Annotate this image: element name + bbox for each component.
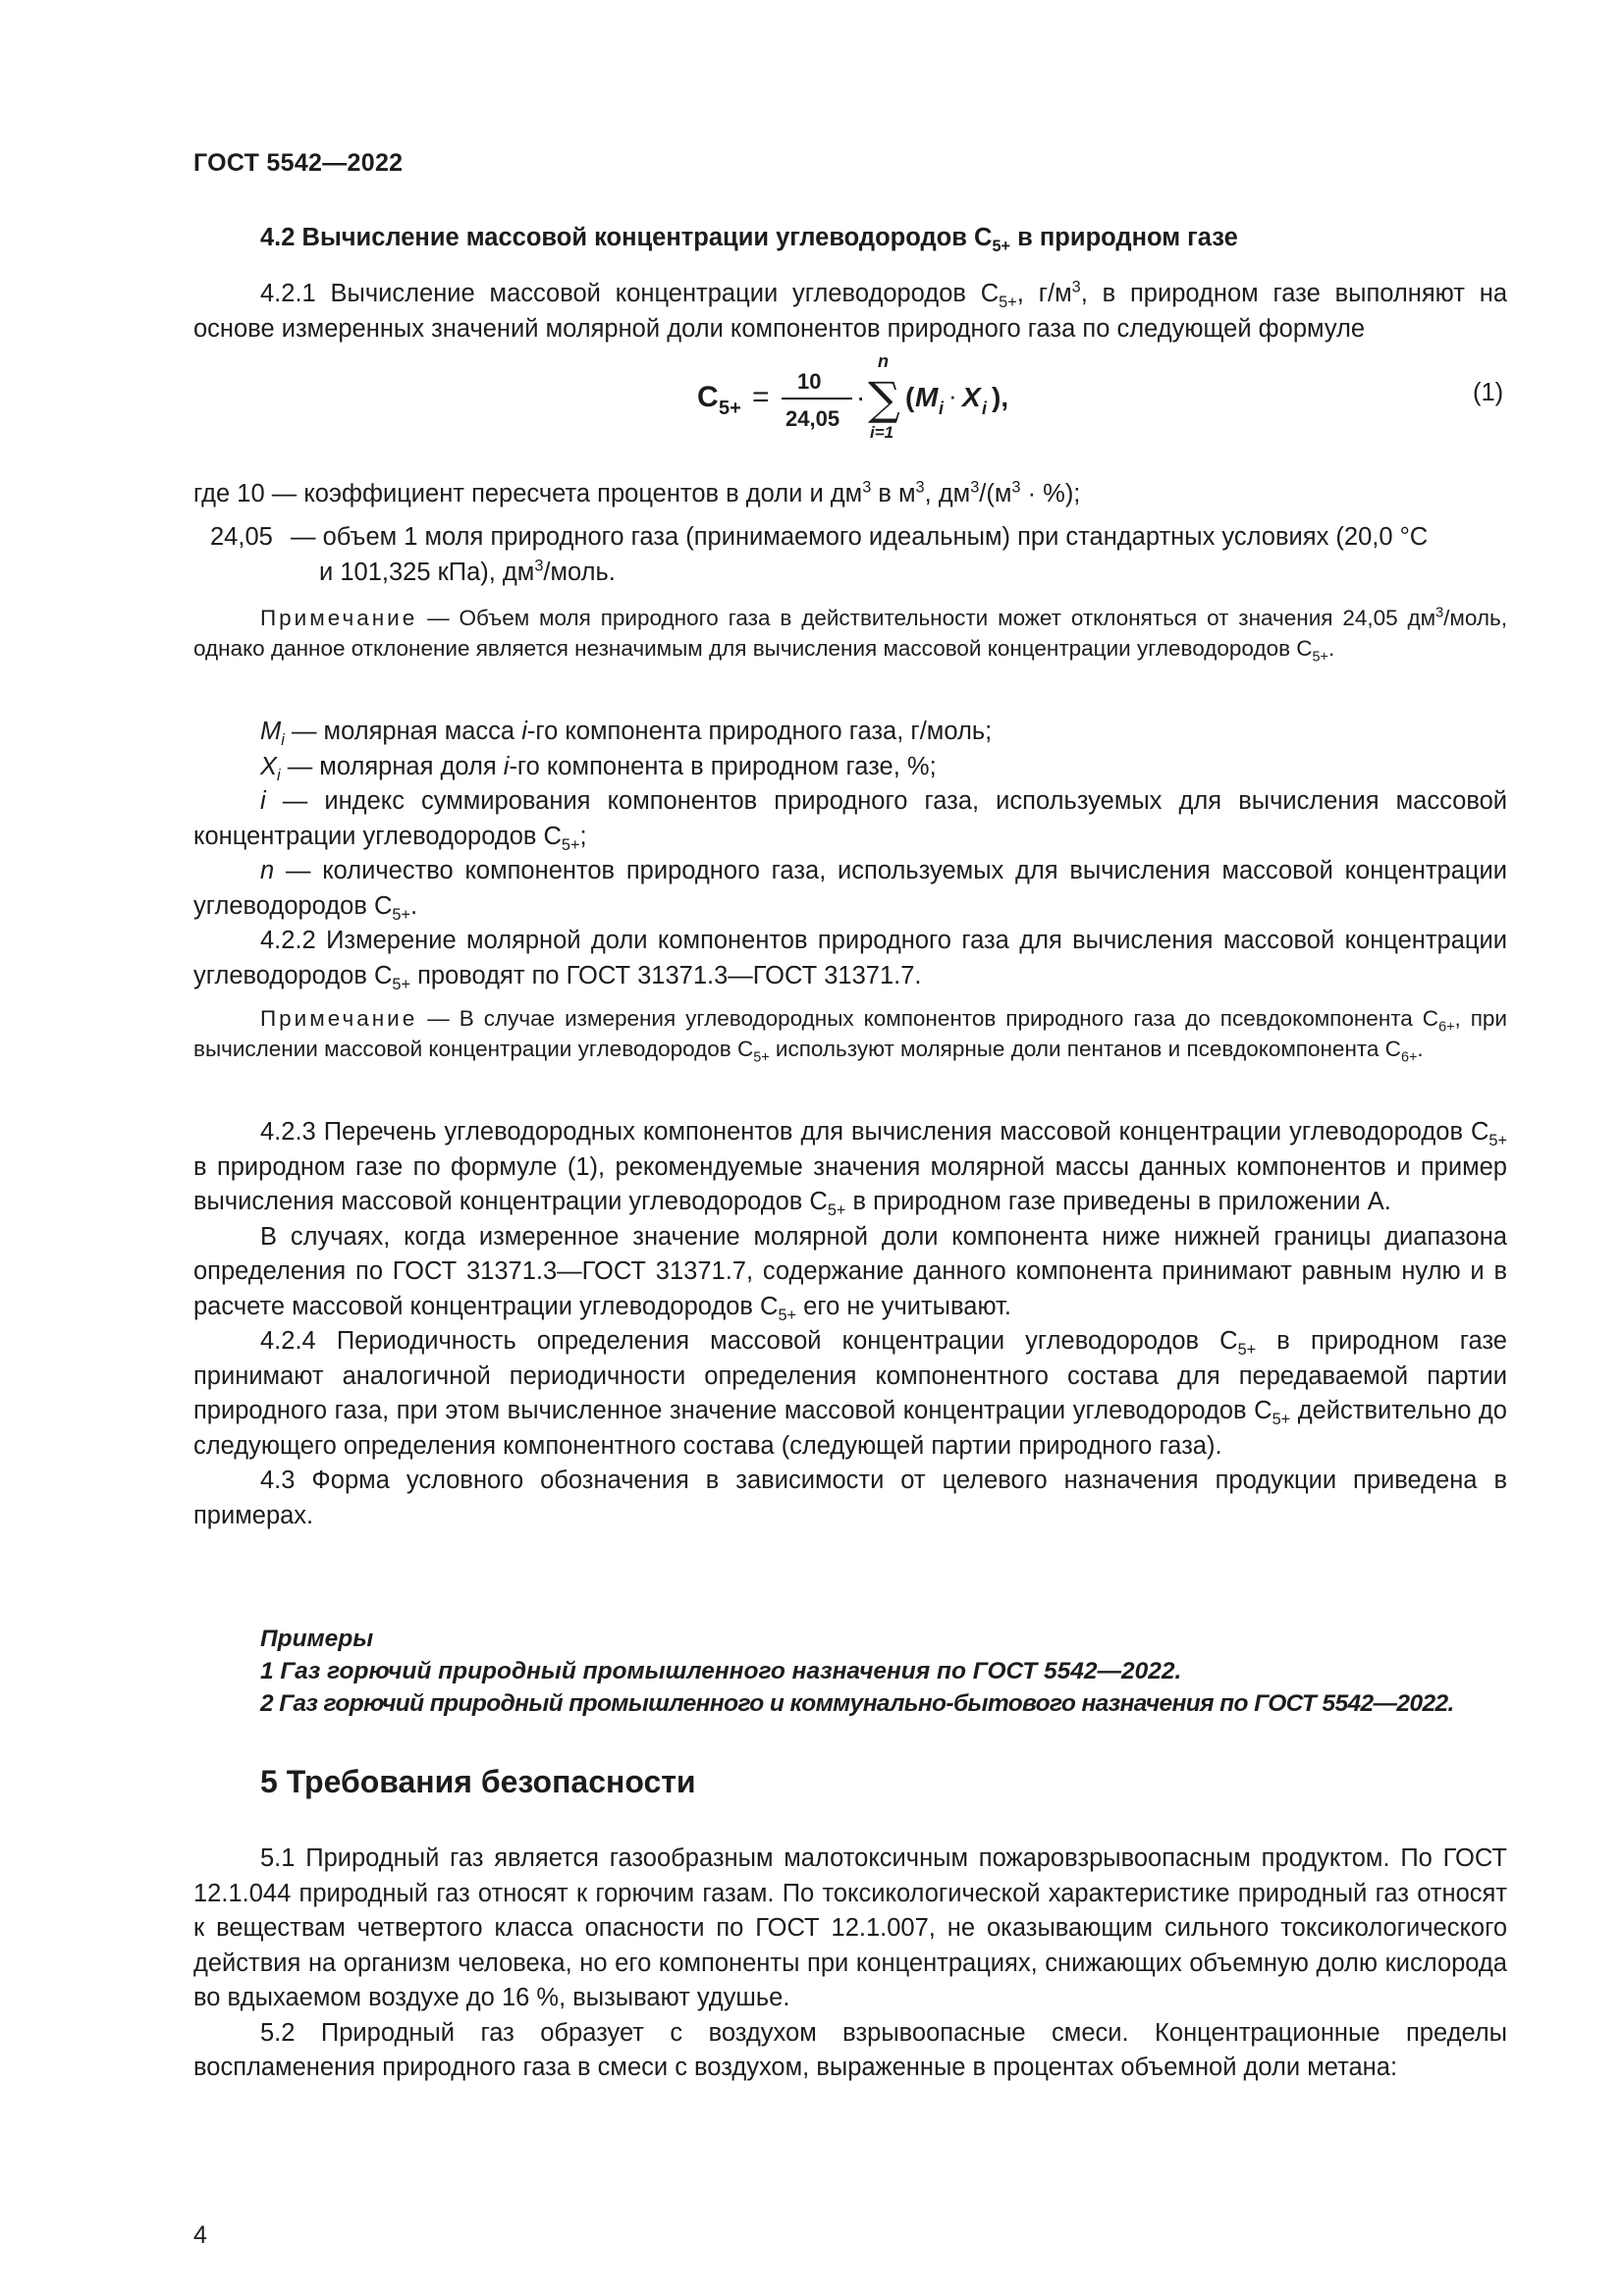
text: — молярная доля: [280, 752, 504, 780]
paragraph-4-2-2: [193, 924, 1507, 993]
text: — объем 1 моля природного газа (принимаемого идеальным) при стандартных условиях (20,0 °С: [291, 523, 1429, 551]
text: , г/м: [1016, 280, 1072, 307]
formula-denominator: 24,05: [785, 406, 840, 431]
formula-dot: ·: [856, 382, 866, 412]
text: — индекс суммирования компонентов природного газа, используемых для вычисления массовой концентрации углеводородов С: [193, 787, 1507, 850]
definition-x: [193, 750, 1507, 785]
text: 4.2.3 Перечень углеводородных компонентов для вычисления массовой концентрации углеводородов С: [260, 1118, 1489, 1146]
definition-i: [193, 784, 1507, 854]
page-number: 4: [193, 2221, 207, 2249]
paragraph-4-2-3: [193, 1115, 1507, 1220]
subscript: i: [277, 766, 281, 784]
heading-text-end: в природном газе: [1010, 224, 1238, 251]
text: 4.2.1 Вычисление массовой концентрации углеводородов С: [260, 280, 1000, 307]
formula-lhs: C: [697, 381, 719, 413]
text: в природном газе по формуле (1), рекомендуемые значения молярной массы данных компонентов и пример вычисления массовой концентрации углеводородов С: [193, 1152, 1507, 1215]
definition-m: [193, 715, 1507, 750]
subscript: 5+: [827, 1201, 846, 1220]
paragraph-4-2-1: [193, 277, 1507, 347]
symbol: n: [260, 857, 275, 884]
symbol: M: [260, 718, 282, 745]
subscript: 6+: [1438, 1019, 1455, 1036]
text: в природном газе принимают аналогичной периодичности определения компонентного состава для передаваемой партии природного газа, при этом вычисленное значение массовой концентрации углеводородов С: [193, 1327, 1507, 1424]
formula-lhs-subscript: 5+: [719, 398, 741, 419]
formula-number: (1): [1473, 379, 1504, 406]
text: — коэффициент пересчета процентов в доли и дм: [271, 480, 863, 507]
formula-times: ·: [948, 381, 957, 410]
subscript: 5+: [1312, 649, 1328, 666]
text: — В случае измерения углеводородных компонентов природного газа до псевдокомпонента С: [417, 1006, 1439, 1031]
section-5-heading: 5 Требования безопасности: [260, 1764, 696, 1799]
subscript: 5+: [561, 835, 580, 854]
text: , в природном газе выполняют на основе измеренных значений молярной доли компонентов природного газа по следующей формуле: [193, 280, 1507, 343]
text: 4.2.4 Периодичность определения массовой концентрации углеводородов С: [260, 1327, 1238, 1355]
paragraphs-4-2-3-to-4-3: [193, 1115, 1507, 1533]
examples-title: Примеры: [260, 1626, 374, 1652]
text: и 101,325 кПа), дм: [319, 559, 535, 586]
subscript: 5+: [778, 1306, 797, 1324]
heading-text: 4.2 Вычисление массовой концентрации углеводородов С: [260, 224, 993, 251]
text: — молярная масса: [284, 718, 522, 745]
sum-upper-limit: n: [878, 351, 889, 371]
text: .: [1327, 636, 1335, 661]
formula-1: [687, 353, 1021, 452]
section-4-2-heading: [260, 224, 1238, 256]
formula-m: M: [915, 382, 939, 412]
text: проводят по ГОСТ 31371.3—ГОСТ 31371.7.: [410, 961, 922, 989]
where-line-1: [193, 477, 1507, 512]
example-1: 1 Газ горючий природный промышленного назначения по ГОСТ 5542—2022.: [260, 1658, 1182, 1684]
text: в м: [871, 480, 916, 507]
text: /(м: [979, 480, 1012, 507]
symbol: X: [260, 752, 278, 780]
subscript: 5+: [1272, 1411, 1291, 1429]
superscript: 3: [1011, 478, 1021, 497]
text: .: [410, 891, 418, 920]
formula-close-paren: ),: [992, 382, 1009, 412]
where-key: где 10: [193, 480, 265, 507]
text: · %);: [1020, 480, 1081, 507]
text: -го компонента природного газа, г/моль;: [526, 718, 993, 745]
symbol: i: [503, 752, 510, 780]
where-key-2: 24,05: [210, 523, 273, 551]
where-line-2: [291, 520, 1507, 556]
subscript: 5+: [753, 1049, 770, 1066]
subscript: 5+: [392, 975, 411, 993]
subscript: 5+: [999, 294, 1017, 312]
note-1: [193, 603, 1507, 664]
subscript: 5+: [392, 905, 411, 924]
subscript: 5+: [1237, 1341, 1257, 1360]
text: -го компонента в природном газе, %;: [509, 752, 937, 780]
examples: [260, 1623, 1507, 1720]
where-line-2-cont: [319, 556, 1507, 591]
document-code-header: ГОСТ 5542—2022: [193, 149, 404, 177]
example-2: 2 Газ горючий природный промышленного и коммунально-бытового назначения по ГОСТ 5542—2022.: [260, 1690, 1454, 1717]
sum-lower-limit: i=1: [870, 423, 894, 442]
text: 4.2.2 Измерение молярной доли компонентов природного газа для вычисления массовой концентрации углеводородов С: [193, 927, 1507, 989]
text: — Объем моля природного газа в действительности может отклоняться от значения 24,05 дм: [417, 606, 1436, 630]
formula-x: X: [962, 382, 981, 412]
text: в природном газе приведены в приложении А.: [845, 1188, 1391, 1215]
text: В случаях, когда измеренное значение молярной доли компонента ниже нижней границы диапазона определения по ГОСТ 31371.3—ГОСТ 31371.7, содержание данного компонента принимают равным нулю и в расчете массовой концентрации углеводородов С: [193, 1222, 1507, 1320]
superscript: 3: [862, 478, 872, 497]
note-label: Примечание: [260, 1006, 418, 1031]
formula-numerator: 10: [797, 369, 822, 394]
formula-x-subscript: i: [982, 399, 988, 418]
superscript: 3: [970, 478, 980, 497]
paragraph-4-3: 4.3 Форма условного обозначения в зависимости от целевого назначения продукции приведена в примерах.: [193, 1467, 1507, 1529]
text: ;: [579, 822, 587, 850]
note-2: [193, 1003, 1507, 1064]
text: используют молярные доли пентанов и псевдокомпонента С: [769, 1037, 1401, 1061]
text: , дм: [924, 480, 971, 507]
section-5-body: [193, 1842, 1507, 2086]
note-label: Примечание: [260, 606, 418, 630]
definition-n: [193, 854, 1507, 924]
text: /моль, однако данное отклонение является незначимым для вычисления массовой концентрации углеводородов С: [193, 606, 1507, 661]
text: /моль.: [543, 559, 616, 586]
paragraph-5-2: 5.2 Природный газ образует с воздухом взрывоопасные смеси. Концентрационные пределы воспламенения природного газа в смеси с воздухом, выраженные в процентах объемной доли метана:: [193, 2018, 1507, 2081]
subscript: 6+: [1400, 1049, 1418, 1066]
superscript: 3: [915, 478, 925, 497]
superscript: 3: [1435, 605, 1444, 621]
text: , при вычислении массовой концентрации углеводородов С: [193, 1006, 1507, 1061]
sum-icon: ∑: [868, 372, 900, 425]
subscript: i: [281, 731, 285, 750]
symbol: i: [521, 718, 527, 745]
definitions: [193, 715, 1507, 993]
heading-subscript: 5+: [992, 238, 1011, 256]
formula-m-subscript: i: [939, 399, 945, 418]
paragraph-4-2-4: [193, 1324, 1507, 1464]
formula-equals: =: [752, 381, 770, 413]
paragraph-cases: [193, 1220, 1507, 1325]
superscript: 3: [534, 557, 544, 575]
symbol: i: [260, 787, 266, 815]
text: его не учитывают.: [796, 1292, 1011, 1320]
text: .: [1417, 1037, 1424, 1061]
subscript: 5+: [1489, 1132, 1507, 1150]
superscript: 3: [1071, 278, 1081, 296]
formula-open-paren: (: [905, 382, 915, 412]
paragraph-5-1: 5.1 Природный газ является газообразным малотоксичным пожаровзрывоопасным продуктом. По ГОСТ 12.1.044 природный газ относят к горючим газам. По токсикологической характеристике природный газ относят к веществам четвертого класса опасности по ГОСТ 12.1.007, не оказывающим сильного токсикологического действия на организм человека, но его компоненты при концентрациях, снижающих объемную долю кислорода во вдыхаемом воздухе до 16 %, вызывают удушье.: [193, 1844, 1507, 2011]
text: действительно до следующего определения компонентного состава (следующей партии природного газа).: [193, 1397, 1507, 1460]
text: — количество компонентов природного газа, используемых для вычисления массовой концентрации углеводородов С: [193, 857, 1507, 920]
